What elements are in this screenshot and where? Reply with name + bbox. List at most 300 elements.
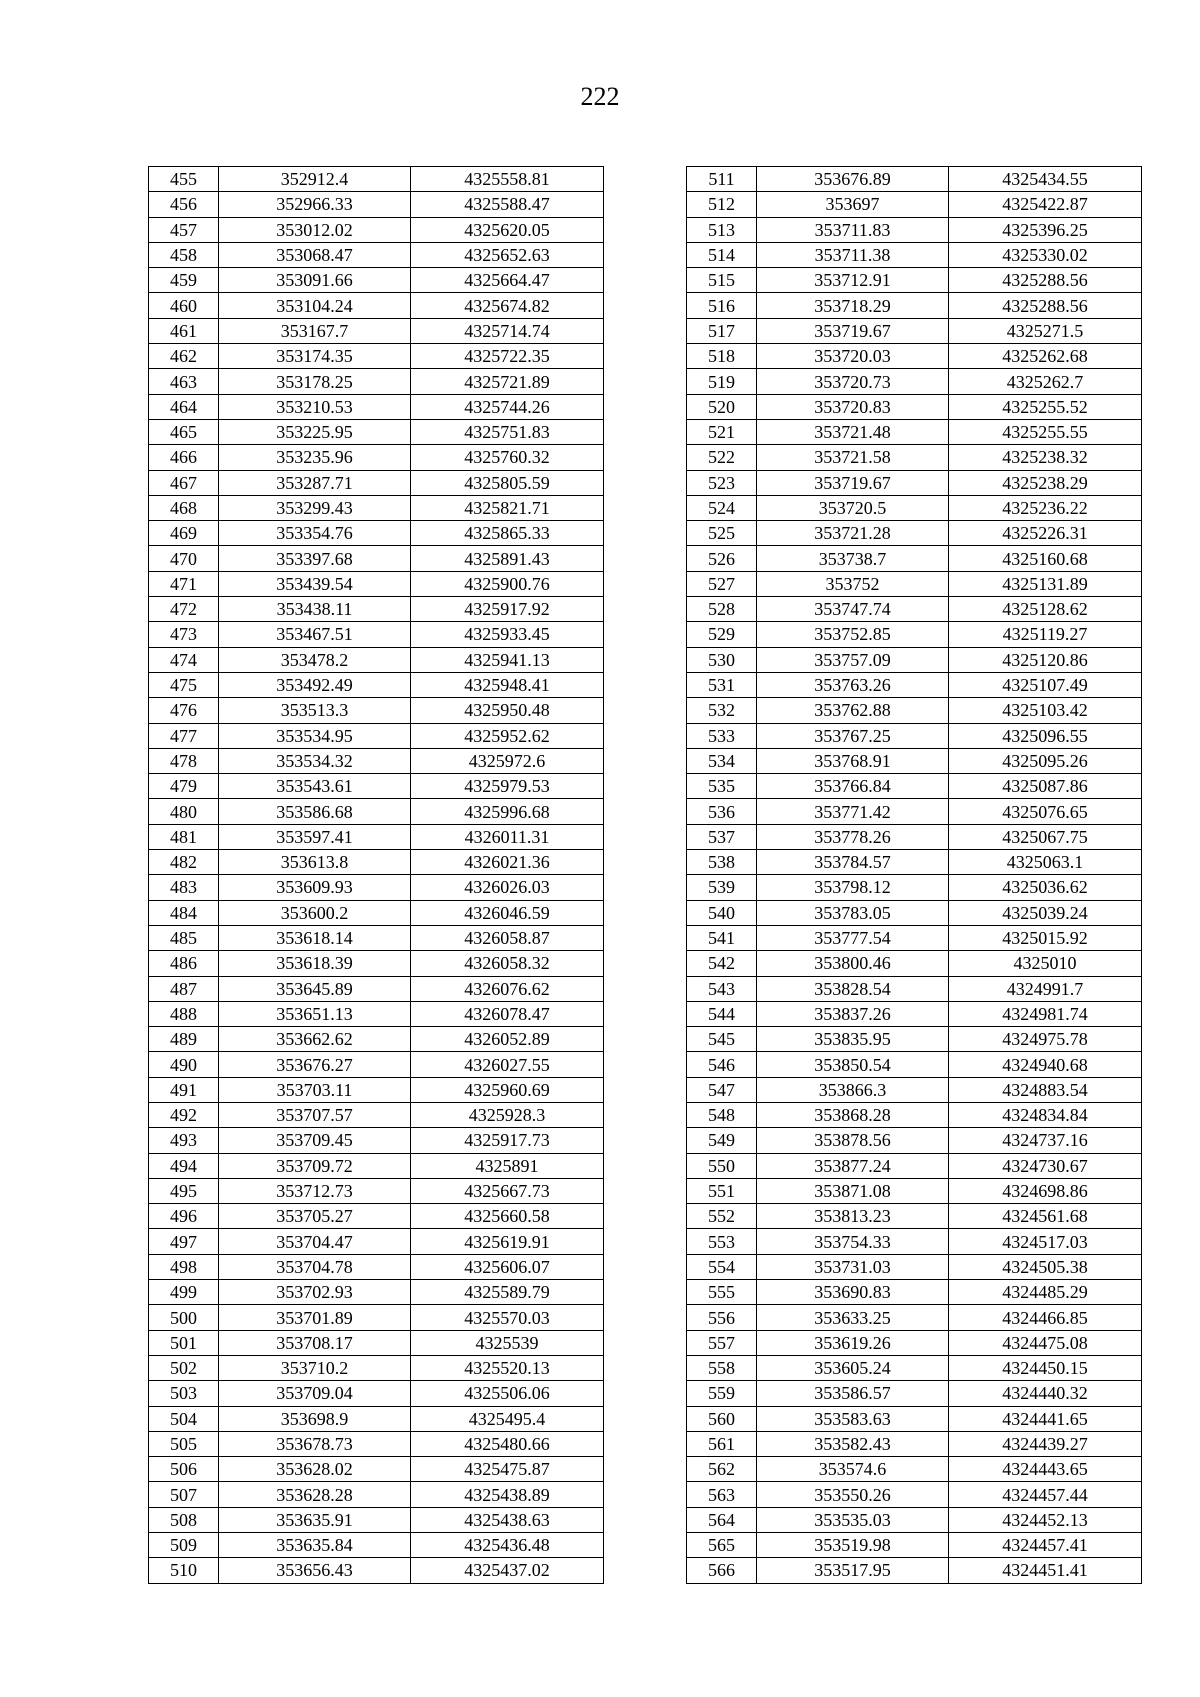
point-number-cell: 506	[149, 1457, 219, 1482]
table-row	[149, 1128, 604, 1153]
table-row	[149, 217, 604, 242]
x-coordinate-cell: 353738.7	[757, 546, 949, 571]
table-row	[149, 951, 604, 976]
table-row	[687, 521, 1142, 546]
y-coordinate-cell: 4325480.66	[411, 1431, 604, 1456]
y-coordinate-cell: 4326078.47	[411, 1001, 604, 1026]
y-coordinate-cell: 4325891.43	[411, 546, 604, 571]
point-number-cell: 532	[687, 698, 757, 723]
x-coordinate-cell: 353712.73	[219, 1178, 411, 1203]
table-row	[149, 900, 604, 925]
x-coordinate-cell: 353705.27	[219, 1204, 411, 1229]
table-row	[149, 419, 604, 444]
y-coordinate-cell: 4325495.4	[411, 1406, 604, 1431]
x-coordinate-cell: 353618.14	[219, 925, 411, 950]
table-row	[687, 1507, 1142, 1532]
y-coordinate-cell: 4324698.86	[949, 1178, 1142, 1203]
x-coordinate-cell: 353550.26	[757, 1482, 949, 1507]
y-coordinate-cell: 4325821.71	[411, 495, 604, 520]
y-coordinate-cell: 4325667.73	[411, 1178, 604, 1203]
table-row	[687, 1052, 1142, 1077]
table-row	[149, 647, 604, 672]
y-coordinate-cell: 4325120.86	[949, 647, 1142, 672]
y-coordinate-cell: 4325010	[949, 951, 1142, 976]
table-row	[687, 217, 1142, 242]
x-coordinate-cell: 353210.53	[219, 394, 411, 419]
y-coordinate-cell: 4325933.45	[411, 622, 604, 647]
table-row	[149, 698, 604, 723]
table-row	[687, 1355, 1142, 1380]
x-coordinate-cell: 353719.67	[757, 318, 949, 343]
table-row	[687, 192, 1142, 217]
x-coordinate-cell: 353299.43	[219, 495, 411, 520]
y-coordinate-cell: 4325900.76	[411, 571, 604, 596]
point-number-cell: 501	[149, 1330, 219, 1355]
y-coordinate-cell: 4325076.65	[949, 799, 1142, 824]
y-coordinate-cell: 4325952.62	[411, 723, 604, 748]
point-number-cell: 504	[149, 1406, 219, 1431]
table-row	[687, 419, 1142, 444]
y-coordinate-cell: 4325238.32	[949, 445, 1142, 470]
point-number-cell: 513	[687, 217, 757, 242]
x-coordinate-cell: 353492.49	[219, 672, 411, 697]
x-coordinate-cell: 353676.89	[757, 167, 949, 192]
x-coordinate-cell: 353721.48	[757, 419, 949, 444]
table-row	[687, 571, 1142, 596]
y-coordinate-cell: 4325948.41	[411, 672, 604, 697]
point-number-cell: 482	[149, 850, 219, 875]
y-coordinate-cell: 4326052.89	[411, 1027, 604, 1052]
table-row	[149, 293, 604, 318]
y-coordinate-cell: 4325103.42	[949, 698, 1142, 723]
y-coordinate-cell: 4325619.91	[411, 1229, 604, 1254]
point-number-cell: 515	[687, 268, 757, 293]
x-coordinate-cell: 353397.68	[219, 546, 411, 571]
x-coordinate-cell: 353586.68	[219, 799, 411, 824]
table-row	[149, 824, 604, 849]
point-number-cell: 519	[687, 369, 757, 394]
point-number-cell: 505	[149, 1431, 219, 1456]
y-coordinate-cell: 4325039.24	[949, 900, 1142, 925]
point-number-cell: 517	[687, 318, 757, 343]
table-row	[687, 293, 1142, 318]
x-coordinate-cell: 353235.96	[219, 445, 411, 470]
point-number-cell: 492	[149, 1102, 219, 1127]
table-row	[687, 242, 1142, 267]
y-coordinate-cell: 4325262.68	[949, 344, 1142, 369]
point-number-cell: 484	[149, 900, 219, 925]
y-coordinate-cell: 4325520.13	[411, 1355, 604, 1380]
table-row	[687, 1077, 1142, 1102]
x-coordinate-cell: 353438.11	[219, 597, 411, 622]
point-number-cell: 558	[687, 1355, 757, 1380]
x-coordinate-cell: 353178.25	[219, 369, 411, 394]
y-coordinate-cell: 4324457.44	[949, 1482, 1142, 1507]
y-coordinate-cell: 4326046.59	[411, 900, 604, 925]
x-coordinate-cell: 353678.73	[219, 1431, 411, 1456]
table-row	[149, 369, 604, 394]
point-number-cell: 500	[149, 1305, 219, 1330]
y-coordinate-cell: 4325422.87	[949, 192, 1142, 217]
y-coordinate-cell: 4325979.53	[411, 774, 604, 799]
x-coordinate-cell: 353712.91	[757, 268, 949, 293]
x-coordinate-cell: 353534.32	[219, 748, 411, 773]
x-coordinate-cell: 353543.61	[219, 774, 411, 799]
table-row	[687, 976, 1142, 1001]
point-number-cell: 550	[687, 1153, 757, 1178]
point-number-cell: 470	[149, 546, 219, 571]
y-coordinate-cell: 4325950.48	[411, 698, 604, 723]
table-row	[687, 1482, 1142, 1507]
point-number-cell: 465	[149, 419, 219, 444]
table-row	[687, 445, 1142, 470]
x-coordinate-cell: 353574.6	[757, 1457, 949, 1482]
y-coordinate-cell: 4325960.69	[411, 1077, 604, 1102]
x-coordinate-cell: 353866.3	[757, 1077, 949, 1102]
point-number-cell: 466	[149, 445, 219, 470]
table-row	[687, 1280, 1142, 1305]
x-coordinate-cell: 353704.47	[219, 1229, 411, 1254]
x-coordinate-cell: 353800.46	[757, 951, 949, 976]
y-coordinate-cell: 4325271.5	[949, 318, 1142, 343]
y-coordinate-cell: 4325036.62	[949, 875, 1142, 900]
x-coordinate-cell: 353720.03	[757, 344, 949, 369]
y-coordinate-cell: 4324451.41	[949, 1558, 1142, 1583]
x-coordinate-cell: 353720.73	[757, 369, 949, 394]
table-row	[687, 1305, 1142, 1330]
x-coordinate-cell: 353709.04	[219, 1381, 411, 1406]
table-row	[149, 1507, 604, 1532]
table-row	[687, 1558, 1142, 1583]
x-coordinate-cell: 353813.23	[757, 1204, 949, 1229]
x-coordinate-cell: 353697	[757, 192, 949, 217]
point-number-cell: 538	[687, 850, 757, 875]
x-coordinate-cell: 353583.63	[757, 1406, 949, 1431]
y-coordinate-cell: 4326021.36	[411, 850, 604, 875]
x-coordinate-cell: 353708.17	[219, 1330, 411, 1355]
point-number-cell: 548	[687, 1102, 757, 1127]
y-coordinate-cell: 4324883.54	[949, 1077, 1142, 1102]
table-row	[687, 344, 1142, 369]
y-coordinate-cell: 4324450.15	[949, 1355, 1142, 1380]
y-coordinate-cell: 4325891	[411, 1153, 604, 1178]
x-coordinate-cell: 353287.71	[219, 470, 411, 495]
table-row	[149, 850, 604, 875]
y-coordinate-cell: 4326076.62	[411, 976, 604, 1001]
x-coordinate-cell: 353651.13	[219, 1001, 411, 1026]
point-number-cell: 542	[687, 951, 757, 976]
table-row	[149, 1254, 604, 1279]
point-number-cell: 469	[149, 521, 219, 546]
x-coordinate-cell: 353711.38	[757, 242, 949, 267]
point-number-cell: 518	[687, 344, 757, 369]
point-number-cell: 468	[149, 495, 219, 520]
table-row	[149, 1077, 604, 1102]
point-number-cell: 531	[687, 672, 757, 697]
x-coordinate-cell: 353783.05	[757, 900, 949, 925]
point-number-cell: 560	[687, 1406, 757, 1431]
table-row	[149, 495, 604, 520]
x-coordinate-cell: 353771.42	[757, 799, 949, 824]
point-number-cell: 488	[149, 1001, 219, 1026]
point-number-cell: 559	[687, 1381, 757, 1406]
x-coordinate-cell: 353754.33	[757, 1229, 949, 1254]
y-coordinate-cell: 4325539	[411, 1330, 604, 1355]
y-coordinate-cell: 4325160.68	[949, 546, 1142, 571]
table-row	[149, 242, 604, 267]
coordinates-table-right-body	[687, 167, 1142, 1584]
table-row	[687, 268, 1142, 293]
y-coordinate-cell: 4325067.75	[949, 824, 1142, 849]
point-number-cell: 483	[149, 875, 219, 900]
x-coordinate-cell: 353467.51	[219, 622, 411, 647]
x-coordinate-cell: 353720.5	[757, 495, 949, 520]
x-coordinate-cell: 353535.03	[757, 1507, 949, 1532]
point-number-cell: 557	[687, 1330, 757, 1355]
y-coordinate-cell: 4325255.52	[949, 394, 1142, 419]
table-row	[149, 445, 604, 470]
y-coordinate-cell: 4324457.41	[949, 1533, 1142, 1558]
table-row	[687, 495, 1142, 520]
y-coordinate-cell: 4326026.03	[411, 875, 604, 900]
y-coordinate-cell: 4325721.89	[411, 369, 604, 394]
y-coordinate-cell: 4325972.6	[411, 748, 604, 773]
x-coordinate-cell: 353762.88	[757, 698, 949, 723]
x-coordinate-cell: 353104.24	[219, 293, 411, 318]
x-coordinate-cell: 353628.28	[219, 1482, 411, 1507]
x-coordinate-cell: 353798.12	[757, 875, 949, 900]
table-row	[687, 723, 1142, 748]
x-coordinate-cell: 353690.83	[757, 1280, 949, 1305]
point-number-cell: 507	[149, 1482, 219, 1507]
point-number-cell: 525	[687, 521, 757, 546]
point-number-cell: 461	[149, 318, 219, 343]
x-coordinate-cell: 353439.54	[219, 571, 411, 596]
table-row	[149, 1355, 604, 1380]
x-coordinate-cell: 353709.45	[219, 1128, 411, 1153]
point-number-cell: 549	[687, 1128, 757, 1153]
x-coordinate-cell: 353635.91	[219, 1507, 411, 1532]
table-row	[149, 1431, 604, 1456]
x-coordinate-cell: 353702.93	[219, 1280, 411, 1305]
table-row	[687, 1381, 1142, 1406]
y-coordinate-cell: 4325330.02	[949, 242, 1142, 267]
point-number-cell: 481	[149, 824, 219, 849]
table-row	[687, 925, 1142, 950]
table-row	[687, 1178, 1142, 1203]
x-coordinate-cell: 353747.74	[757, 597, 949, 622]
table-row	[149, 318, 604, 343]
y-coordinate-cell: 4324730.67	[949, 1153, 1142, 1178]
table-row	[687, 394, 1142, 419]
point-number-cell: 565	[687, 1533, 757, 1558]
y-coordinate-cell: 4325996.68	[411, 799, 604, 824]
point-number-cell: 556	[687, 1305, 757, 1330]
y-coordinate-cell: 4325096.55	[949, 723, 1142, 748]
y-coordinate-cell: 4325128.62	[949, 597, 1142, 622]
table-row	[149, 1153, 604, 1178]
y-coordinate-cell: 4325928.3	[411, 1102, 604, 1127]
table-row	[149, 1330, 604, 1355]
y-coordinate-cell: 4324940.68	[949, 1052, 1142, 1077]
x-coordinate-cell: 353645.89	[219, 976, 411, 1001]
point-number-cell: 464	[149, 394, 219, 419]
x-coordinate-cell: 353068.47	[219, 242, 411, 267]
point-number-cell: 474	[149, 647, 219, 672]
y-coordinate-cell: 4324975.78	[949, 1027, 1142, 1052]
x-coordinate-cell: 353721.28	[757, 521, 949, 546]
x-coordinate-cell: 353710.2	[219, 1355, 411, 1380]
point-number-cell: 460	[149, 293, 219, 318]
x-coordinate-cell: 353597.41	[219, 824, 411, 849]
y-coordinate-cell: 4325805.59	[411, 470, 604, 495]
y-coordinate-cell: 4325588.47	[411, 192, 604, 217]
point-number-cell: 499	[149, 1280, 219, 1305]
y-coordinate-cell: 4326011.31	[411, 824, 604, 849]
x-coordinate-cell: 353354.76	[219, 521, 411, 546]
point-number-cell: 529	[687, 622, 757, 647]
point-number-cell: 467	[149, 470, 219, 495]
y-coordinate-cell: 4325119.27	[949, 622, 1142, 647]
y-coordinate-cell: 4325107.49	[949, 672, 1142, 697]
point-number-cell: 472	[149, 597, 219, 622]
point-number-cell: 494	[149, 1153, 219, 1178]
table-row	[687, 1229, 1142, 1254]
point-number-cell: 459	[149, 268, 219, 293]
table-row	[687, 1533, 1142, 1558]
x-coordinate-cell: 353676.27	[219, 1052, 411, 1077]
point-number-cell: 562	[687, 1457, 757, 1482]
point-number-cell: 555	[687, 1280, 757, 1305]
table-row	[149, 1102, 604, 1127]
table-row	[149, 571, 604, 596]
x-coordinate-cell: 353877.24	[757, 1153, 949, 1178]
point-number-cell: 521	[687, 419, 757, 444]
y-coordinate-cell: 4324517.03	[949, 1229, 1142, 1254]
x-coordinate-cell: 353850.54	[757, 1052, 949, 1077]
table-row	[149, 192, 604, 217]
table-row	[687, 1431, 1142, 1456]
y-coordinate-cell: 4325437.02	[411, 1558, 604, 1583]
y-coordinate-cell: 4325664.47	[411, 268, 604, 293]
x-coordinate-cell: 353752	[757, 571, 949, 596]
y-coordinate-cell: 4324991.7	[949, 976, 1142, 1001]
table-row	[687, 470, 1142, 495]
point-number-cell: 540	[687, 900, 757, 925]
table-row	[149, 1178, 604, 1203]
point-number-cell: 564	[687, 1507, 757, 1532]
y-coordinate-cell: 4325558.81	[411, 167, 604, 192]
y-coordinate-cell: 4325438.89	[411, 1482, 604, 1507]
x-coordinate-cell: 353752.85	[757, 622, 949, 647]
point-number-cell: 524	[687, 495, 757, 520]
x-coordinate-cell: 353628.02	[219, 1457, 411, 1482]
point-number-cell: 477	[149, 723, 219, 748]
table-row	[687, 672, 1142, 697]
table-row	[687, 799, 1142, 824]
y-coordinate-cell: 4325570.03	[411, 1305, 604, 1330]
x-coordinate-cell: 353778.26	[757, 824, 949, 849]
table-row	[149, 1204, 604, 1229]
table-row	[687, 1254, 1142, 1279]
x-coordinate-cell: 353656.43	[219, 1558, 411, 1583]
y-coordinate-cell: 4325438.63	[411, 1507, 604, 1532]
table-row	[687, 1153, 1142, 1178]
table-row	[149, 167, 604, 192]
y-coordinate-cell: 4325131.89	[949, 571, 1142, 596]
point-number-cell: 498	[149, 1254, 219, 1279]
y-coordinate-cell: 4325255.55	[949, 419, 1142, 444]
point-number-cell: 533	[687, 723, 757, 748]
table-row	[149, 1457, 604, 1482]
x-coordinate-cell: 353619.26	[757, 1330, 949, 1355]
point-number-cell: 522	[687, 445, 757, 470]
table-row	[149, 1406, 604, 1431]
table-row	[149, 748, 604, 773]
y-coordinate-cell: 4324485.29	[949, 1280, 1142, 1305]
point-number-cell: 462	[149, 344, 219, 369]
point-number-cell: 490	[149, 1052, 219, 1077]
table-row	[149, 1305, 604, 1330]
y-coordinate-cell: 4325589.79	[411, 1280, 604, 1305]
x-coordinate-cell: 353662.62	[219, 1027, 411, 1052]
table-row	[149, 521, 604, 546]
table-row	[687, 622, 1142, 647]
y-coordinate-cell: 4325865.33	[411, 521, 604, 546]
x-coordinate-cell: 353777.54	[757, 925, 949, 950]
y-coordinate-cell: 4324505.38	[949, 1254, 1142, 1279]
table-row	[687, 167, 1142, 192]
table-row	[687, 698, 1142, 723]
x-coordinate-cell: 353828.54	[757, 976, 949, 1001]
point-number-cell: 473	[149, 622, 219, 647]
y-coordinate-cell: 4325063.1	[949, 850, 1142, 875]
point-number-cell: 551	[687, 1178, 757, 1203]
table-row	[149, 672, 604, 697]
point-number-cell: 527	[687, 571, 757, 596]
x-coordinate-cell: 353478.2	[219, 647, 411, 672]
table-row	[149, 394, 604, 419]
point-number-cell: 510	[149, 1558, 219, 1583]
y-coordinate-cell: 4324834.84	[949, 1102, 1142, 1127]
y-coordinate-cell: 4324439.27	[949, 1431, 1142, 1456]
x-coordinate-cell: 353701.89	[219, 1305, 411, 1330]
x-coordinate-cell: 353784.57	[757, 850, 949, 875]
y-coordinate-cell: 4324452.13	[949, 1507, 1142, 1532]
y-coordinate-cell: 4325436.48	[411, 1533, 604, 1558]
y-coordinate-cell: 4324443.65	[949, 1457, 1142, 1482]
x-coordinate-cell: 353534.95	[219, 723, 411, 748]
point-number-cell: 541	[687, 925, 757, 950]
point-number-cell: 503	[149, 1381, 219, 1406]
y-coordinate-cell: 4325620.05	[411, 217, 604, 242]
x-coordinate-cell: 353174.35	[219, 344, 411, 369]
page-number: 222	[580, 82, 620, 111]
x-coordinate-cell: 353878.56	[757, 1128, 949, 1153]
table-row	[149, 470, 604, 495]
coordinates-table-left-body	[149, 167, 604, 1584]
table-row	[149, 1229, 604, 1254]
x-coordinate-cell: 353719.67	[757, 470, 949, 495]
y-coordinate-cell: 4325015.92	[949, 925, 1142, 950]
y-coordinate-cell: 4324440.32	[949, 1381, 1142, 1406]
y-coordinate-cell: 4325751.83	[411, 419, 604, 444]
coordinates-table-right	[686, 166, 1142, 1584]
x-coordinate-cell: 353618.39	[219, 951, 411, 976]
y-coordinate-cell: 4325760.32	[411, 445, 604, 470]
x-coordinate-cell: 353600.2	[219, 900, 411, 925]
y-coordinate-cell: 4324475.08	[949, 1330, 1142, 1355]
